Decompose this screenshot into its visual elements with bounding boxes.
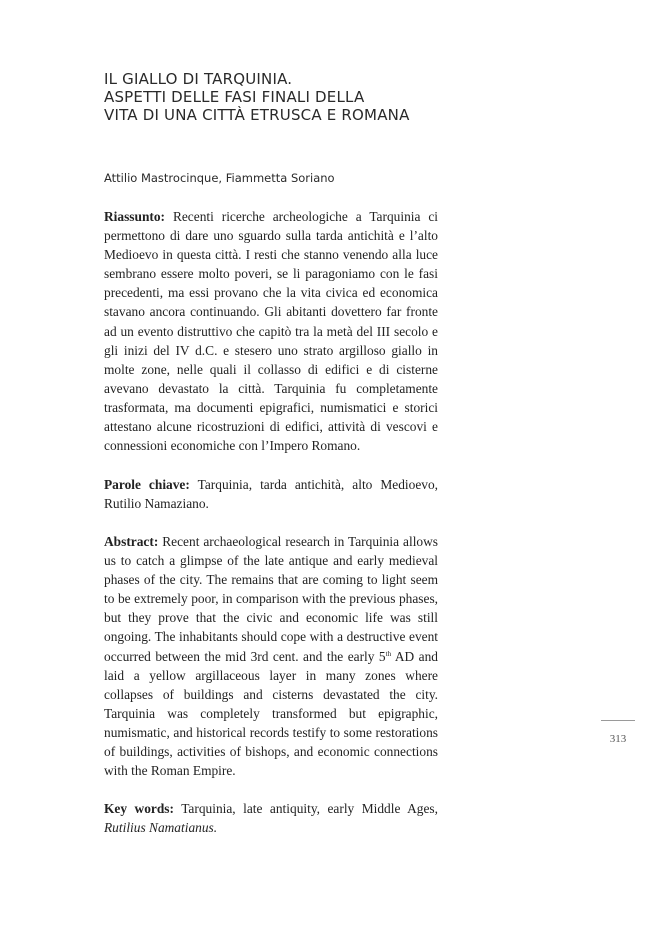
parole-chiave-label: Parole chiave: xyxy=(104,477,190,492)
authors: Attilio Mastrocinque, Fiammetta Soriano xyxy=(104,171,335,185)
riassunto-paragraph xyxy=(104,207,438,455)
abstract-paragraph xyxy=(104,532,438,780)
title-line-2: ASPETTI DELLE FASI FINALI DELLA xyxy=(104,88,365,106)
parole-chiave-paragraph xyxy=(104,475,438,513)
abstract-text-part-2: AD and laid a yellow argillaceous layer in many zones where collapses of buildings and cisterns devastated the city. Tarquinia was completely transformed but epigraphic, numismatic, and historical records testify to some restorations of buildings, activities of bishops, and economic connections with the Roman Empire. xyxy=(104,648,438,779)
title-line-1: IL GIALLO DI TARQUINIA. xyxy=(104,70,293,88)
key-words-text: Tarquinia, late antiquity, early Middle Ages, xyxy=(181,801,438,816)
article-title xyxy=(104,70,544,124)
key-words-italic: Rutilius Namatianus. xyxy=(104,820,218,836)
abstract-label: Abstract: xyxy=(104,534,159,549)
riassunto-label: Riassunto: xyxy=(104,209,166,224)
key-words-paragraph xyxy=(104,799,438,837)
page-number: 313 xyxy=(609,733,627,745)
key-words-label: Key words: xyxy=(104,801,174,816)
parole-chiave-text: Tarquinia, tarda antichità, alto Medioevo, Rutilio Namaziano. xyxy=(104,477,439,512)
title-line-3: VITA DI UNA CITTÀ ETRUSCA E ROMANA xyxy=(104,106,410,124)
page-number-rule xyxy=(601,720,635,721)
ordinal-superscript: th xyxy=(385,649,392,658)
abstract-text-part-1: Recent archaeological research in Tarquinia allows us to catch a glimpse of the late antique and early medieval phases of the city. The remains that are coming to light seem to be extremely poor, in comparison with the previous phases, but they prove that the civic and economic life was still ongoing. The inhabitants should cope with a destructive event occurred between the mid 3rd cent. and the early 5 xyxy=(104,534,438,664)
riassunto-text: Recenti ricerche archeologiche a Tarquinia ci permettono di dare uno sguardo sulla tarda antichità e l’alto Medioevo in questa città. I resti che stanno venendo alla luce sembrano essere molto poveri, se li paragoniamo con le fasi precedenti, ma essi provano che la vita civica ed economica stavano ancora continuando. Gli abitanti dovettero far fronte ad un evento distruttivo che capitò tra la metà del III secolo e gli inizi del IV d.C. e stesero uno strato argilloso giallo in molte zone, nelle quali il collasso di edifici e di cisterne avevano devastato la città. Tarquinia fu completamente trasformata, ma documenti epigrafici, numismatici e storici attestano alcune ricostruzioni di edifici, attività di vescovi e connessioni economiche con l’Impero Romano. xyxy=(104,209,438,454)
